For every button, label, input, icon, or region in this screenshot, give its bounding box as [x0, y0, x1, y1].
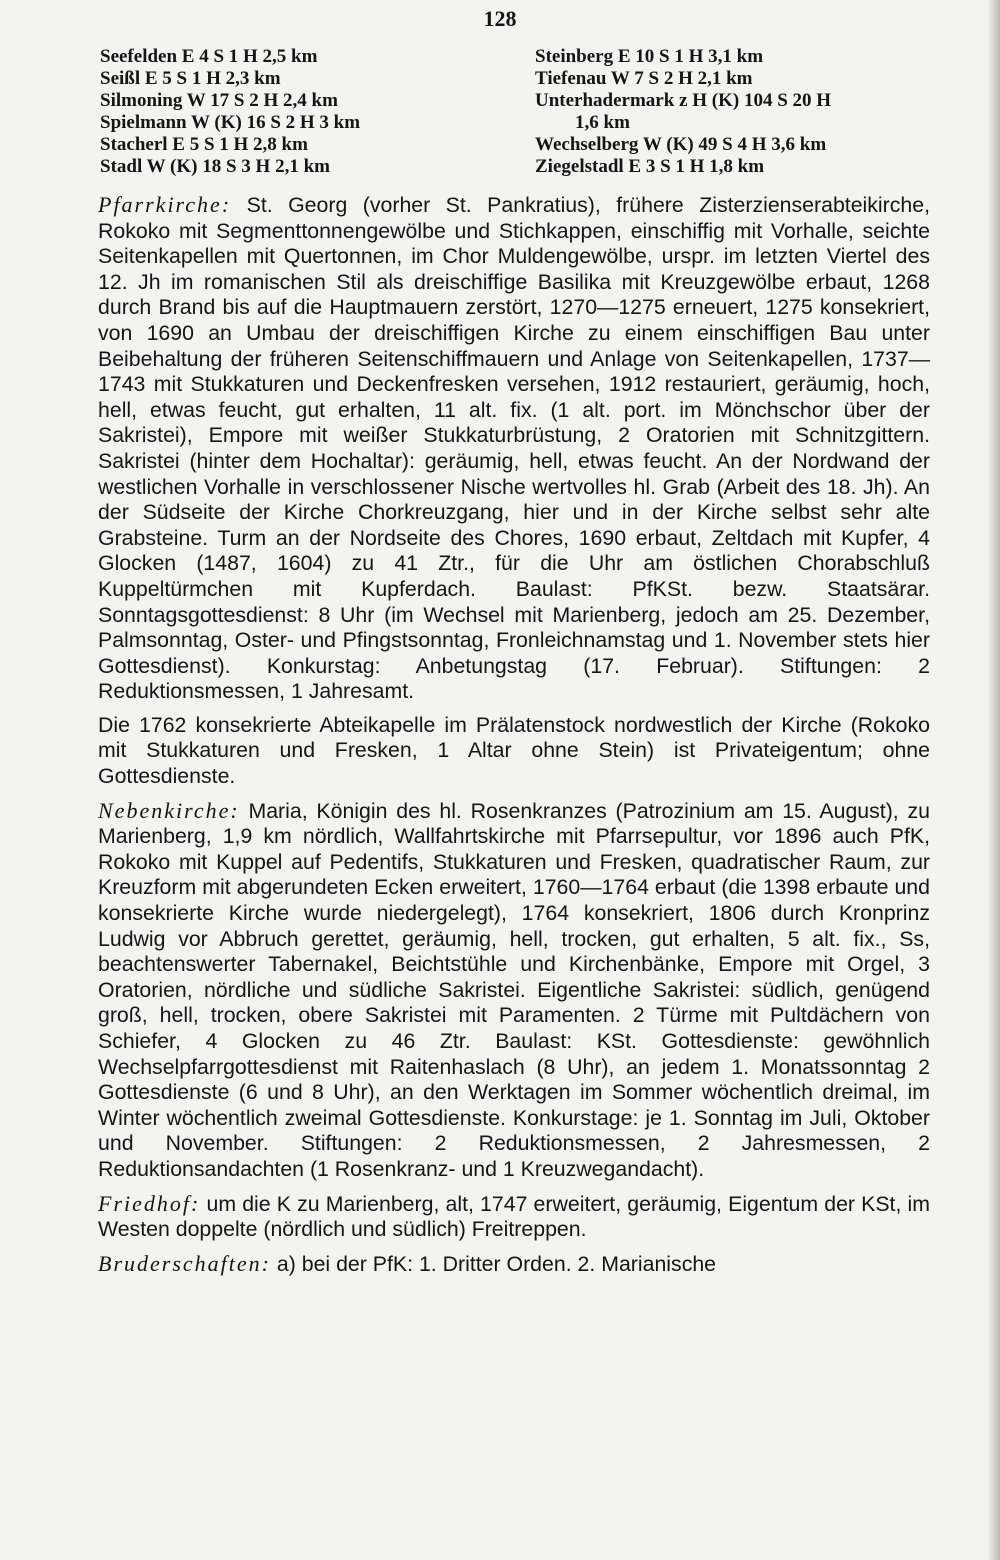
place-list-left-column	[100, 46, 510, 178]
bruderschaften-paragraph	[98, 1251, 930, 1278]
friedhof-heading: Friedhof:	[98, 1190, 201, 1216]
place-entry: Ziegelstadl E 3 S 1 H 1,8 km	[535, 156, 765, 177]
place-entry: Silmoning W 17 S 2 H 2,4 km	[100, 90, 338, 111]
place-list-right-column	[535, 46, 940, 178]
friedhof-paragraph	[98, 1191, 930, 1243]
place-entry: Spielmann W (K) 16 S 2 H 3 km	[100, 112, 361, 133]
abteikapelle-paragraph	[98, 713, 930, 790]
place-entry: Seißl E 5 S 1 H 2,3 km	[100, 68, 281, 89]
place-entry: Wechselberg W (K) 49 S 4 H 3,6 km	[535, 134, 827, 155]
place-entry: Seefelden E 4 S 1 H 2,5 km	[100, 46, 318, 67]
abteikapelle-text: Die 1762 konsekrierte Abteikapelle im Prälatenstock nordwestlich der Kirche (Rokoko mit Stukkaturen und Fresken, 1 Altar ohne Stein) ist Privateigentum; ohne Gottesdienste.	[98, 712, 930, 789]
place-entry: Unterhadermark z H (K) 104 S 20 H	[535, 90, 832, 111]
place-entry: Stadl W (K) 18 S 3 H 2,1 km	[100, 156, 330, 177]
place-list	[100, 46, 940, 178]
pfarrkirche-text: St. Georg (vorher St. Pankratius), frühere Zisterzienserabteikirche, Rokoko mit Segmenttonnengewölbe und Stichkappen, einschiffig mit Vorhalle, seichte Seitenkapellen mit Quertonnen, im Chor Muldengewölbe, urspr. im letzten Viertel des 12. Jh im romanischen Stil als dreischiffige Basilika mit Kreuzgewölbe erbaut, 1268 durch Brand bis auf die Hauptmauern zerstört, 1270—1275 erneuert, 1275 konsekriert, von 1690 an Umbau der dreischiffigen Kirche zu einem einschiffigen Bau unter Beibehaltung der früheren Seitenschiffmauern und Anlage von Seitenkapellen, 1737—1743 mit Stukkaturen und Deckenfresken versehen, 1912 restauriert, geräumig, hoch, hell, etwas feucht, gut erhalten, 11 alt. fix. (1 alt. port. im Mönchschor über der Sakristei), Empore mit weißer Stukkaturbrüstung, 2 Oratorien mit Schnitzgittern. Sakristei (hinter dem Hochaltar): geräumig, hell, etwas feucht. An der Nordwand der westlichen Vorhalle in verschlossener Nische wertvolles hl. Grab (Arbeit des 18. Jh). An der Südseite der Kirche Chorkreuzgang, hier und in der Kirche selbst sehr alte Grabsteine. Turm an der Nordseite des Chores, 1690 erbaut, Zeltdach mit Kupfer, 4 Glocken (1487, 1604) zu 41 Ztr., für die Uhr am östlichen Chorabschluß Kuppeltürmchen mit Kupferdach. Baulast: PfKSt. bezw. Staatsärar. Sonntagsgottesdienst: 8 Uhr (im Wechsel mit Marienberg, jedoch am 25. Dezember, Palmsonntag, Oster- und Pfingstsonntag, Fronleichnamstag und 1. November stets hier Gottesdienst). Konkurstag: Anbetungstag (17. Februar). Stiftungen: 2 Reduktionsmessen, 1 Jahresamt.	[98, 193, 931, 704]
place-entry: Stacherl E 5 S 1 H 2,8 km	[100, 134, 308, 155]
friedhof-text: um die K zu Marienberg, alt, 1747 erweitert, geräumig, Eigentum der KSt, im Westen doppelte (nördlich und südlich) Freitreppen.	[98, 1191, 930, 1242]
bruderschaften-text: a) bei der PfK: 1. Dritter Orden. 2. Marianische	[276, 1251, 717, 1276]
nebenkirche-paragraph	[98, 798, 930, 1183]
page-edge-shadow	[988, 0, 1000, 1560]
pfarrkirche-paragraph	[98, 192, 930, 705]
place-entry: Tiefenau W 7 S 2 H 2,1 km	[535, 68, 753, 89]
nebenkirche-text: Maria, Königin des hl. Rosenkranzes (Patrozinium am 15. August), zu Marienberg, 1,9 km nördlich, Wallfahrtskirche mit Pfarrsepultur, vor 1896 auch PfK, Rokoko mit Kuppel auf Pedentifs, Stukkaturen und Fresken, quadratischer Raum, zur Kreuzform mit abgerundeten Ecken erweitert, 1760—1764 erbaut (die 1398 erbaute und konsekrierte Kirche wurde niedergelegt), 1764 konsekriert, 1806 durch Kronprinz Ludwig vor Abbruch gerettet, geräumig, hell, trocken, gut erhalten, 5 alt. fix., Ss, beachtenswerter Tabernakel, Beichtstühle und Kirchenbänke, Empore mit Orgel, 3 Oratorien, nördliche und südliche Sakristei. Eigentliche Sakristei: südlich, genügend groß, hell, trocken, obere Sakristei mit Paramenten. 2 Türme mit Pultdächern von Schiefer, 4 Glocken zu 46 Ztr. Baulast: KSt. Gottesdienste: gewöhnlich Wechselpfarrgottesdienst mit Raitenhaslach (8 Uhr), an jedem 1. Monatssonntag 2 Gottesdienste (6 und 8 Uhr), an den Werktagen im Sommer wöchentlich dreimal, im Winter wöchentlich zweimal Gottesdienste. Konkurstage: je 1. Sonntag im Juli, Oktober und November. Stiftungen: 2 Reduktionsmessen, 2 Jahresmessen, 2 Reduktionsandachten (1 Rosenkranz- und 1 Kreuzwegandacht).	[98, 798, 930, 1181]
pfarrkirche-heading: Pfarrkirche:	[98, 192, 232, 217]
bruderschaften-heading: Bruderschaften:	[98, 1250, 271, 1276]
place-entry: Steinberg E 10 S 1 H 3,1 km	[535, 46, 764, 67]
nebenkirche-heading: Nebenkirche:	[98, 797, 240, 823]
body-text	[98, 192, 930, 1285]
page-number: 128	[483, 6, 517, 31]
place-entry-continuation: 1,6 km	[575, 112, 630, 133]
